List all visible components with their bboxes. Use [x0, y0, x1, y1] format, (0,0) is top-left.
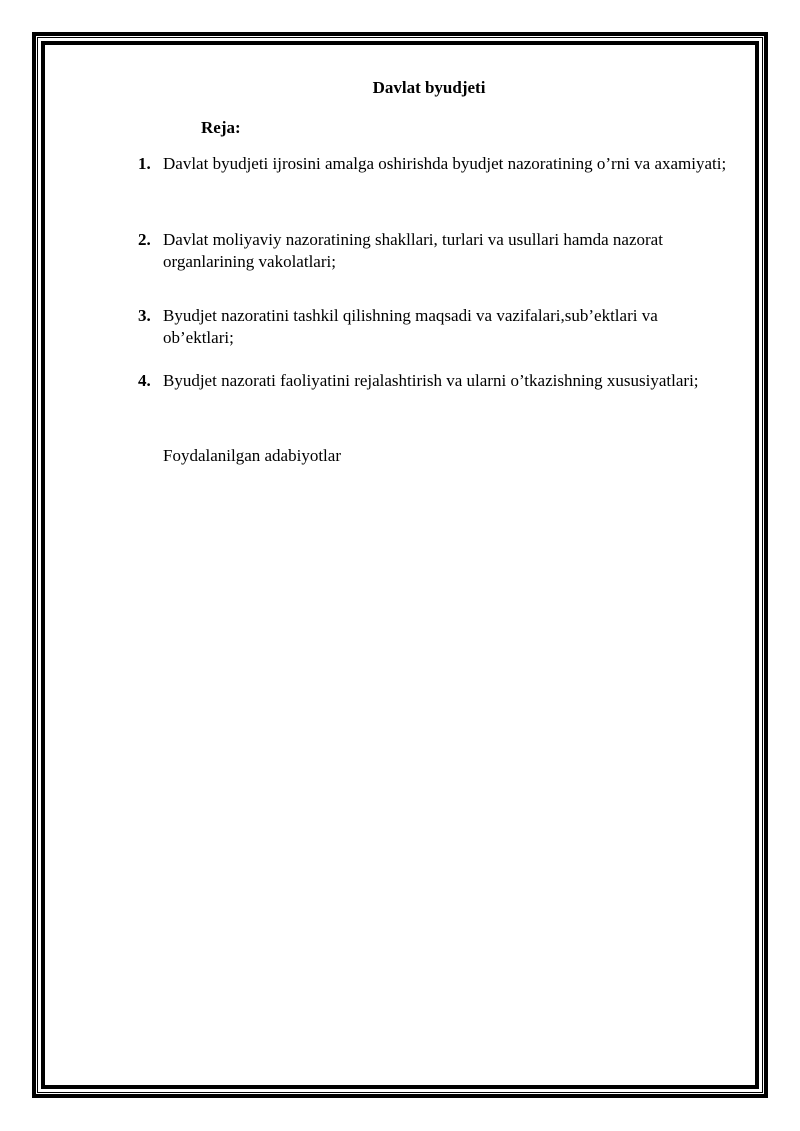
- plan-heading: Reja:: [201, 118, 241, 137]
- references-label: Foydalanilgan adabiyotlar: [163, 446, 341, 465]
- plan-item-number: 2.: [138, 230, 151, 249]
- plan-item-text: Byudjet nazoratini tashkil qilishning maqsadi va vazifalari,sub’ektlari va ob’ektlari;: [163, 306, 658, 347]
- plan-item: [138, 370, 728, 392]
- plan-item-number: 3.: [138, 306, 151, 325]
- document-title: Davlat byudjeti: [372, 78, 486, 97]
- plan-item: [138, 305, 728, 349]
- plan-item: [138, 153, 728, 175]
- plan-item: [138, 229, 728, 273]
- plan-item-text: Davlat byudjeti ijrosini amalga oshirishda byudjet nazoratining o’rni va axamiyati;: [163, 154, 727, 173]
- plan-item-text: Byudjet nazorati faoliyatini rejalashtirish va ularni o’tkazishning xususiyatlari;: [163, 371, 699, 390]
- plan-item-number: 1.: [138, 154, 151, 173]
- plan-item-number: 4.: [138, 371, 151, 390]
- page-border-inner: [41, 41, 759, 1089]
- plan-item-text: Davlat moliyaviy nazoratining shakllari, turlari va usullari hamda nazorat organlarining vakolatlari;: [163, 230, 663, 271]
